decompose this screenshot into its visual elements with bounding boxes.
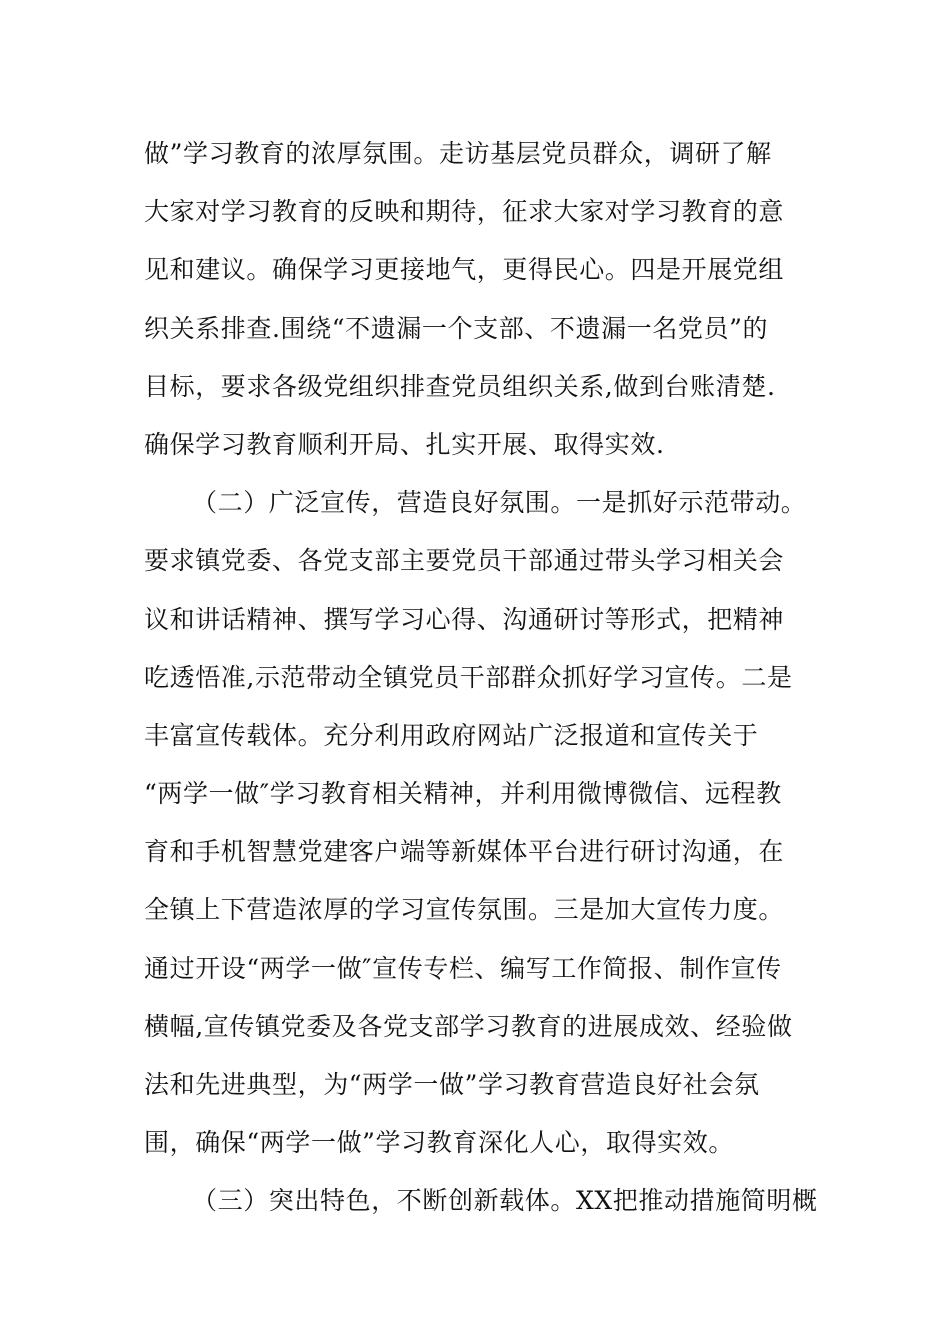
text-line: 围，确保“两学一做”学习教育深化人心，取得实效。 bbox=[144, 1128, 734, 1158]
text-line: 目标，要求各级党组织排查党员组织关系,做到台账清楚. bbox=[144, 371, 776, 401]
text-line: “两学一做″学习教育相关精神，并利用微博微信、远程教 bbox=[144, 779, 782, 809]
text-line: 见和建议。确保学习更接地气，更得民心。四是开展党组 bbox=[144, 255, 785, 285]
text-line: 大家对学习教育的反映和期待，征求大家对学习教育的意 bbox=[144, 197, 785, 227]
text-line: 织关系排查.围绕“不遗漏一个支部、不遗漏一名党员”的 bbox=[144, 313, 769, 343]
body-text bbox=[144, 130, 818, 1236]
text-line: （三）突出特色，不断创新载体。XX把推动措施简明概 bbox=[192, 1186, 818, 1216]
text-line: 通过开设“两学一做″宣传专栏、编写工作简报、制作宣传 bbox=[144, 953, 782, 983]
text-line: 吃透悟准,示范带动全镇党员干部群众抓好学习宣传。二是 bbox=[144, 662, 793, 692]
text-line: 法和先进典型，为“两学一做”学习教育营造良好社会氛 bbox=[144, 1070, 760, 1099]
text-line: 全镇上下营造浓厚的学习宣传氛围。三是加大宣传力度。 bbox=[144, 895, 785, 925]
text-line: 议和讲话精神、撰写学习心得、沟通研讨等形式，把精神 bbox=[144, 604, 785, 634]
text-line: 育和手机智慧党建客户端等新媒体平台进行研讨沟通，在 bbox=[144, 837, 785, 867]
text-line: 要求镇党委、各党支部主要党员干部通过带头学习相关会 bbox=[144, 546, 785, 576]
text-line: （二）广泛宣传，营造良好氛围。一是抓好示范带动。 bbox=[192, 488, 807, 518]
text-line: 横幅,宣传镇党委及各党支部学习教育的进展成效、经验做 bbox=[144, 1011, 793, 1041]
text-line: 确保学习教育顺利开局、扎实开展、取得实效. bbox=[144, 429, 665, 459]
text-line: 丰富宣传载体。充分利用政府网站广泛报道和宣传关于 bbox=[144, 720, 759, 750]
text-line: 做”学习教育的浓厚氛围。走访基层党员群众，调研了解 bbox=[144, 139, 772, 168]
